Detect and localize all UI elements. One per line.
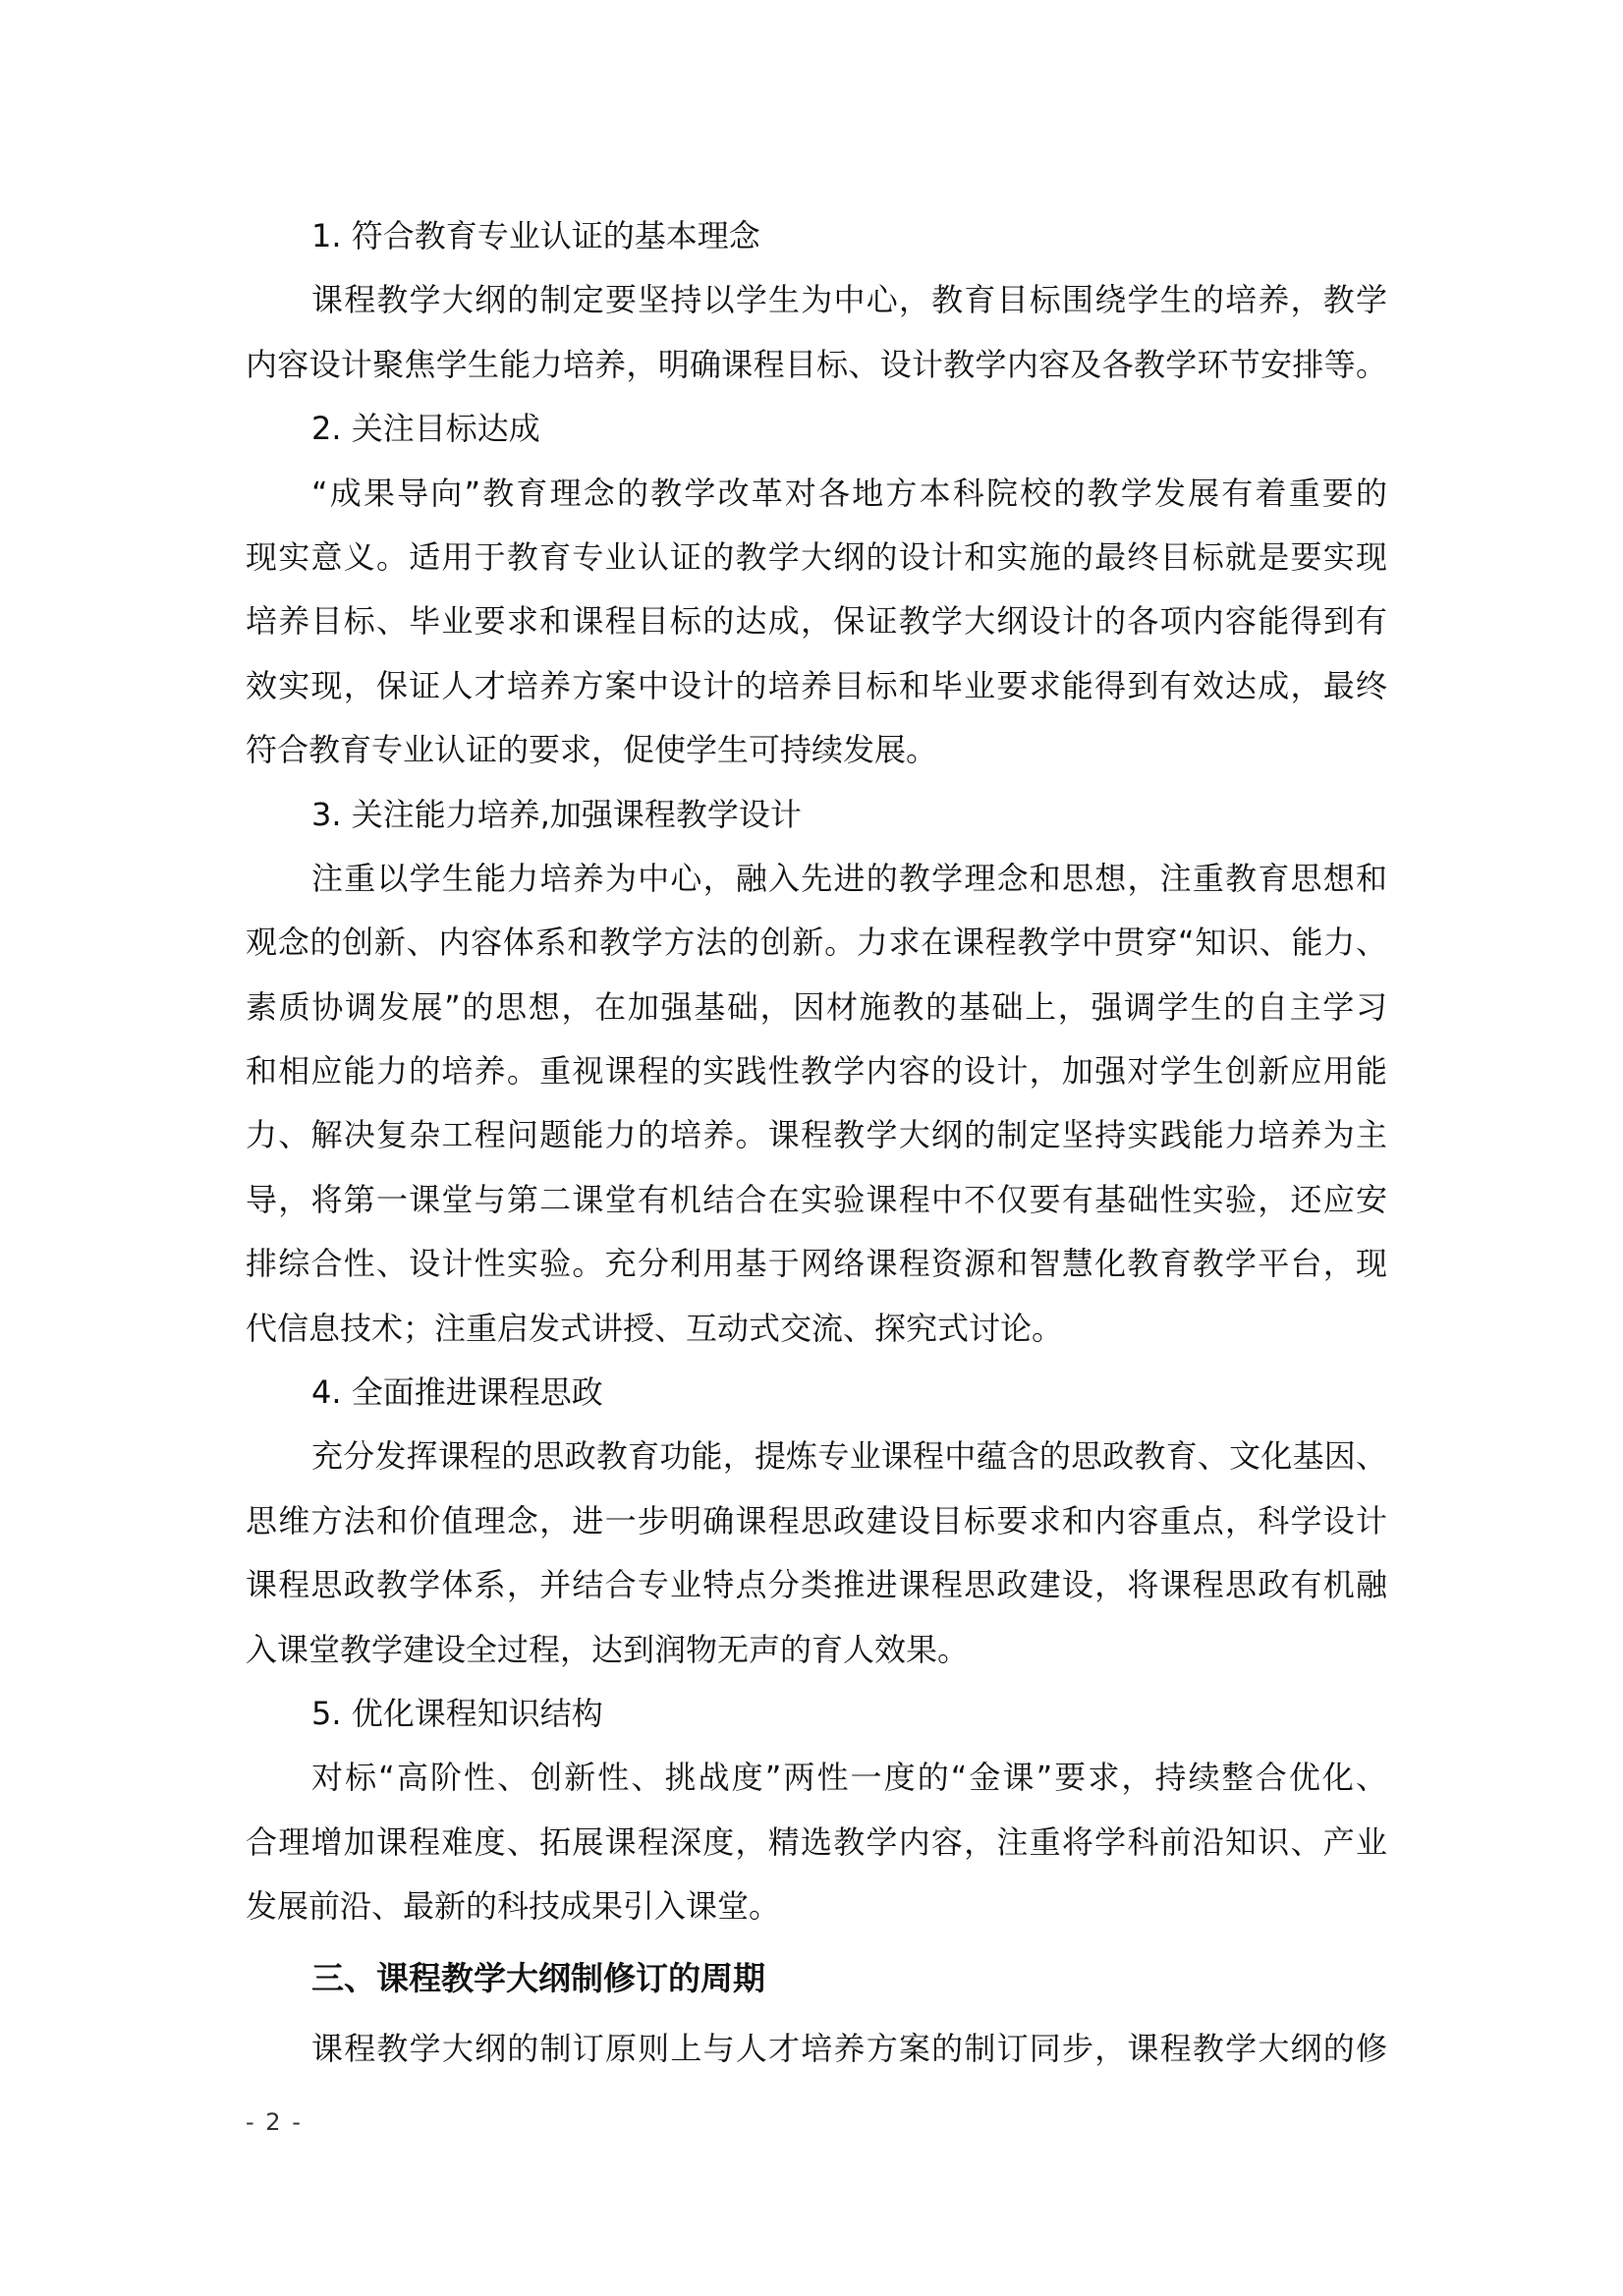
paragraph-line: 排综合性、设计性实验。充分利用基于网络课程资源和智慧化教育教学平台，现 [246, 1245, 1387, 1283]
paragraph-line: 代信息技术；注重启发式讲授、互动式交流、探究式讨论。 [246, 1309, 1064, 1347]
paragraph-line: 课程教学大纲的制定要坚持以学生为中心，教育目标围绕学生的培养，教学 [311, 281, 1387, 319]
paragraph-line: 力、解决复杂工程问题能力的培养。课程教学大纲的制定坚持实践能力培养为主 [246, 1116, 1387, 1154]
paragraph-line: 现实意义。适用于教育专业认证的教学大纲的设计和实施的最终目标就是要实现 [246, 537, 1387, 576]
paragraph-line: 注重以学生能力培养为中心，融入先进的教学理念和思想，注重教育思想和 [311, 859, 1387, 897]
paragraph-line: 发展前沿、最新的科技成果引入课堂。 [246, 1887, 781, 1926]
paragraph-line: 符合教育专业认证的要求，促使学生可持续发展。 [246, 731, 938, 769]
paragraph-line: 素质协调发展”的思想，在加强基础，因材施教的基础上，强调学生的自主学习 [246, 987, 1387, 1026]
section-heading: 三、课程教学大纲制修订的周期 [311, 1958, 765, 1997]
paragraph-line: 5. 优化课程知识结构 [311, 1694, 603, 1732]
paragraph-line: 2. 关注目标达成 [311, 410, 540, 448]
page-number: - 2 - [246, 2108, 303, 2136]
paragraph-line: 思维方法和价值理念，进一步明确课程思政建设目标要求和内容重点，科学设计 [246, 1501, 1387, 1540]
paragraph-line: 课程思政教学体系，并结合专业特点分类推进课程思政建设，将课程思政有机融 [246, 1566, 1387, 1604]
paragraph-line: 课程教学大纲的制订原则上与人才培养方案的制订同步，课程教学大纲的修 [311, 2029, 1387, 2067]
paragraph-line: 效实现，保证人才培养方案中设计的培养目标和毕业要求能得到有效达成，最终 [246, 666, 1387, 704]
paragraph-line: 观念的创新、内容体系和教学方法的创新。力求在课程教学中贯穿“知识、能力、 [246, 924, 1387, 962]
paragraph-line: 充分发挥课程的思政教育功能，提炼专业课程中蕴含的思政教育、文化基因、 [311, 1437, 1387, 1476]
paragraph-line: 合理增加课程难度、拓展课程深度，精选教学内容，注重将学科前沿知识、产业 [246, 1822, 1387, 1861]
paragraph-line: “成果导向”教育理念的教学改革对各地方本科院校的教学发展有着重要的 [311, 474, 1387, 512]
document-body [246, 204, 1387, 2081]
paragraph-block [246, 204, 1387, 1939]
paragraph-line: 对标“高阶性、创新性、挑战度”两性一度的“金课”要求，持续整合优化、 [311, 1759, 1387, 1797]
paragraph-line: 1. 符合教育专业认证的基本理念 [311, 217, 760, 254]
paragraph-line: 培养目标、毕业要求和课程目标的达成，保证教学大纲设计的各项内容能得到有 [246, 602, 1387, 641]
paragraph-line: 4. 全面推进课程思政 [311, 1373, 603, 1412]
paragraph-line: 内容设计聚焦学生能力培养，明确课程目标、设计教学内容及各教学环节安排等。 [246, 345, 1387, 383]
paragraph-line: 入课堂教学建设全过程，达到润物无声的育人效果。 [246, 1630, 970, 1668]
paragraph-line: 3. 关注能力培养,加强课程教学设计 [311, 795, 802, 833]
paragraph-line: 和相应能力的培养。重视课程的实践性教学内容的设计，加强对学生创新应用能 [246, 1052, 1387, 1091]
paragraph-line: 导，将第一课堂与第二课堂有机结合在实验课程中不仅要有基础性实验，还应安 [246, 1180, 1387, 1218]
